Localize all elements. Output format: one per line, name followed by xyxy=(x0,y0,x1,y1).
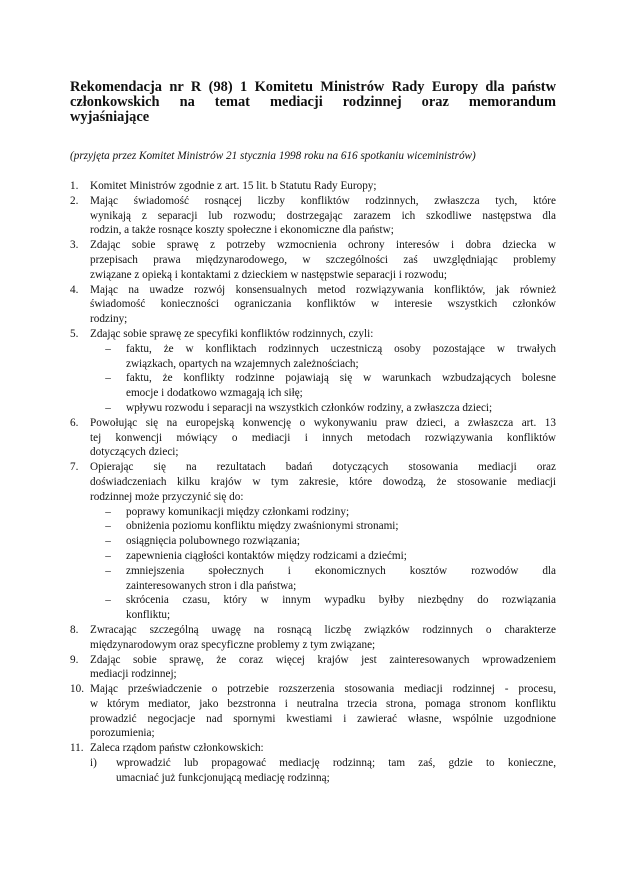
item-body xyxy=(90,741,556,785)
sub-item-body xyxy=(126,593,556,623)
text-line: rodziny; xyxy=(90,313,128,326)
text-line: Mając świadomość rosnącej liczby konfliktów rodzinnych, zwłaszcza tych, które xyxy=(90,194,556,207)
text-line: obniżenia poziomu konfliktu między zwaśnionymi stronami; xyxy=(126,520,399,533)
text-line: porozumienia; xyxy=(90,727,155,740)
text-line: tej konwencji mówiący o mediacji i innych metodach rozwiązywania konfliktów xyxy=(90,431,556,444)
item-body xyxy=(90,623,556,653)
sub-item-body xyxy=(126,342,556,372)
title-line: członkowskich na temat mediacji rodzinnej oraz memorandum xyxy=(70,93,556,110)
item-number: 11. xyxy=(70,742,84,755)
sub-item-body xyxy=(126,549,556,564)
sub-item xyxy=(90,534,556,549)
sub-item-body xyxy=(126,401,556,416)
sub-item xyxy=(90,564,556,594)
text-line: związane z opieką i kontaktami z dzieckiem w następstwie separacji i rozwodu; xyxy=(90,268,447,281)
sub-item-body xyxy=(126,519,556,534)
item-number: 6. xyxy=(70,416,79,429)
item-number: 10. xyxy=(70,683,84,696)
sub-item xyxy=(90,593,556,623)
item-number: 9. xyxy=(70,653,79,666)
list-item xyxy=(70,741,556,785)
dash-bullet: – xyxy=(105,520,111,533)
dash-bullet: – xyxy=(105,505,111,518)
item-number: 5. xyxy=(70,327,79,340)
text-line: zainteresowanych stron i dla państwa; xyxy=(126,579,297,592)
text-line: świadomość konieczności ograniczania konfliktów w interesie wszystkich członków xyxy=(90,298,556,311)
item-number: 3. xyxy=(70,239,79,252)
text-line: Mając na uwadze rozwój konsensualnych metod rozwiązywania konfliktów, jak również xyxy=(90,283,556,296)
text-line: Zdając sobie sprawę, że coraz więcej krajów jest zainteresowanych wprowadzeniem xyxy=(90,653,556,666)
sub-item xyxy=(90,342,556,372)
dash-bullet: – xyxy=(105,549,111,562)
list-item xyxy=(70,283,556,327)
item-body xyxy=(90,238,556,282)
text-line: Mając przeświadczenie o potrzebie rozszerzenia stosowania mediacji rodzinnej - procesu, xyxy=(90,683,556,696)
text-line: wynikają z separacji lub rozwodu; dostrzegając zarazem ich szkodliwe następstwa dla xyxy=(90,209,556,222)
item-body xyxy=(90,682,556,741)
sub-item xyxy=(90,505,556,520)
dash-bullet: – xyxy=(105,535,111,548)
list-item xyxy=(70,327,556,416)
item-number: 8. xyxy=(70,623,79,636)
list-item xyxy=(70,194,556,238)
dash-bullet: – xyxy=(105,372,111,385)
text-line: zapewnienia ciągłości kontaktów między rodzicami a dziećmi; xyxy=(126,549,407,562)
text-line: rodzinnej może przyczynić się do: xyxy=(90,490,244,503)
text-line: mediacji rodzinnej; xyxy=(90,668,177,681)
list-item xyxy=(70,653,556,683)
text-line: prowadzić negocjacje nad spornymi kwestiami i zawierać własne, wspólnie uzgodnione xyxy=(90,712,556,725)
roman-numeral: i) xyxy=(90,757,97,770)
document-subtitle: (przyjęta przez Komitet Ministrów 21 stycznia 1998 roku na 616 spotkaniu wiceministrów) xyxy=(70,150,476,162)
sub-item xyxy=(90,401,556,416)
title-line: wyjaśniające xyxy=(70,108,150,125)
item-number: 4. xyxy=(70,283,79,296)
text-line: konfliktu; xyxy=(126,609,171,622)
item-body xyxy=(90,327,556,416)
text-line: Powołując się na europejską konwencję o wykonywaniu praw dzieci, a zwłaszcza art. 13 xyxy=(90,416,556,429)
text-line: Zaleca rządom państw członkowskich: xyxy=(90,742,264,755)
sub-item xyxy=(90,371,556,401)
text-line: faktu, że konflikty rodzinne pojawiają się w warunkach wzbudzających bolesne xyxy=(126,372,556,385)
list-item xyxy=(70,682,556,741)
title-line: Rekomendacja nr R (98) 1 Komitetu Ministrów Rady Europy dla państw xyxy=(70,79,556,95)
text-line: wpływu rozwodu i separacji na wszystkich członków rodziny, a zwłaszcza dzieci; xyxy=(126,401,493,414)
text-line: Zdając sobie sprawę ze specyfiki konfliktów rodzinnych, czyli: xyxy=(90,327,374,340)
text-line: Opierając się na rezultatach badań dotyczących stosowania mediacji oraz xyxy=(90,461,556,474)
list-item xyxy=(70,238,556,282)
list-item xyxy=(70,179,556,194)
text-line: związkach, opartych na wzajemnych zależnościach; xyxy=(126,357,359,370)
text-line: dotyczących dzieci; xyxy=(90,446,179,459)
text-line: osiągnięcia polubownego rozwiązania; xyxy=(126,535,300,548)
dash-bullet: – xyxy=(105,564,111,577)
text-line: Zdając sobie sprawę z potrzeby wzmocnienia ochrony interesów i dobra dziecka w xyxy=(90,239,556,252)
list-item xyxy=(70,416,556,460)
text-line: skrócenia czasu, który w innym wypadku byłby niezbędny do rozwiązania xyxy=(126,594,556,607)
dash-bullet: – xyxy=(105,594,111,607)
document-title xyxy=(70,80,556,124)
text-line: zmniejszenia społecznych i ekonomicznych kosztów rozwodów dla xyxy=(126,564,556,577)
roman-sub-item-body xyxy=(116,756,556,786)
item-body xyxy=(90,653,556,683)
sub-item-body xyxy=(126,534,556,549)
item-body xyxy=(90,416,556,460)
text-line: w którym mediator, jako bezstronna i neutralna trzecia strona, pomaga stronom konfliktu xyxy=(90,697,556,710)
list-item xyxy=(70,623,556,653)
roman-sub-item xyxy=(90,756,556,786)
item-body xyxy=(90,460,556,623)
text-line: przepisach prawa międzynarodowego, w szczególności zaś uwzględniając problemy xyxy=(90,253,556,266)
text-line: emocje i dodatkowo wzmagają ich siłę; xyxy=(126,387,303,400)
text-line: rodzin, a także rosnące koszty społeczne i ekonomiczne dla państw; xyxy=(90,224,394,237)
sub-item-body xyxy=(126,505,556,520)
text-line: faktu, że w konfliktach rodzinnych uczestniczą osoby pozostające w trwałych xyxy=(126,342,556,355)
text-line: doświadczeniach kilku krajów w tym zakresie, które dowodzą, że stosowanie mediacji xyxy=(90,475,556,488)
text-line: międzynarodowym oraz specyficzne problemy z tym związane; xyxy=(90,638,376,651)
item-number: 2. xyxy=(70,194,79,207)
item-body xyxy=(90,179,556,194)
recommendation-list xyxy=(70,179,556,786)
list-item xyxy=(70,460,556,623)
item-body xyxy=(90,194,556,238)
dash-bullet: – xyxy=(105,342,111,355)
text-line: poprawy komunikacji między członkami rodziny; xyxy=(126,505,350,518)
dash-bullet: – xyxy=(105,401,111,414)
text-line: wprowadzić lub propagować mediację rodzinną; tam zaś, gdzie to konieczne, xyxy=(116,757,556,770)
text-line: Zwracając szczególną uwagę na rosnącą liczbę związków rodzinnych o charakterze xyxy=(90,623,556,636)
sub-item-body xyxy=(126,371,556,401)
sub-item-body xyxy=(126,564,556,594)
item-body xyxy=(90,283,556,327)
sub-item xyxy=(90,519,556,534)
text-line: Komitet Ministrów zgodnie z art. 15 lit. b Statutu Rady Europy; xyxy=(90,180,377,192)
item-number: 7. xyxy=(70,461,79,474)
text-line: umacniać już funkcjonującą mediację rodzinną; xyxy=(116,771,330,784)
sub-item xyxy=(90,549,556,564)
item-number: 1. xyxy=(70,180,79,192)
